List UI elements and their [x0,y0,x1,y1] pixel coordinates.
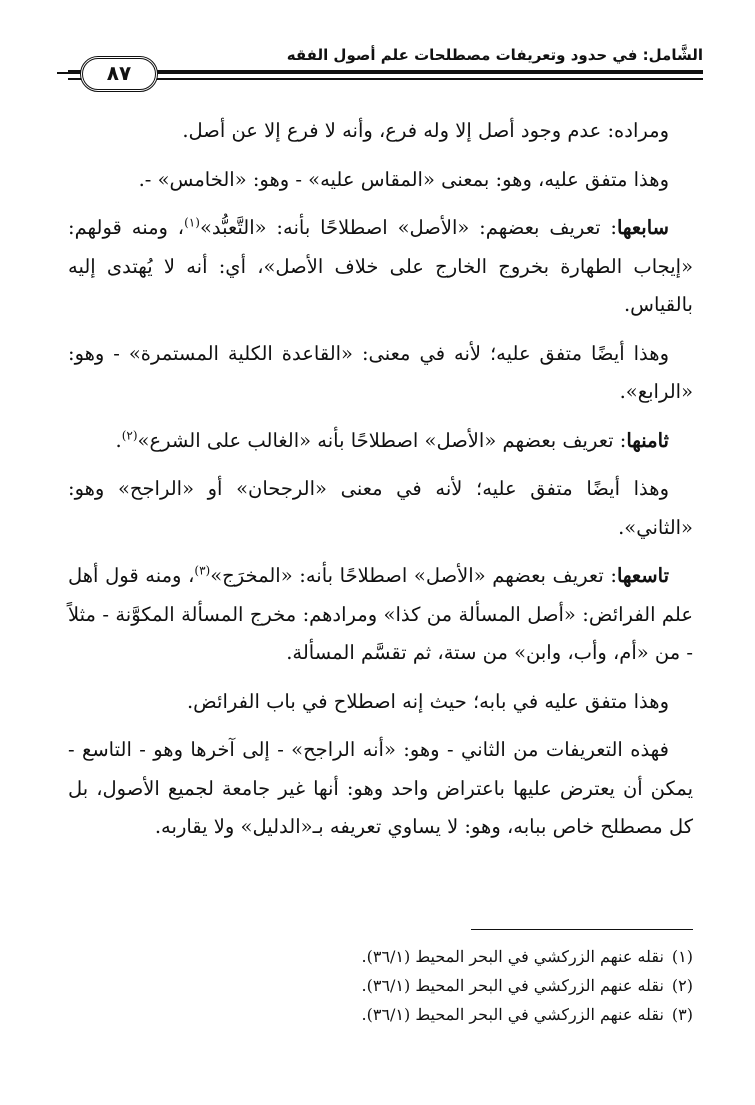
paragraph-tail: ، ومنه قولهم: «إيجاب الطهارة بخروج الخارج على خلاف الأصل»، أي: أنه لا يُهتدى إليه بالقياس. [68,216,693,316]
footnote [68,942,693,971]
paragraph [68,683,693,722]
paragraph-lead: سابعها [616,216,670,239]
paragraph-text: وهذا أيضًا متفق عليه؛ لأنه في معنى: «القاعدة الكلية المستمرة» - وهو: «الرابع». [68,341,693,403]
paragraph-lead: تاسعها [616,564,669,587]
paragraph [68,422,693,461]
paragraph-text: وهذا متفق عليه، وهو: بمعنى «المقاس عليه» - وهو: «الخامس» -. [138,167,669,191]
footnote-number: (٣) [671,1005,693,1024]
paragraph [68,209,693,325]
paragraph-text: وهذا متفق عليه في بابه؛ حيث إنه اصطلاح في باب الفرائض. [186,689,669,713]
paragraph [68,161,693,200]
paragraph [68,731,693,847]
page-number-frame [80,56,158,92]
footnote-separator [471,929,693,930]
paragraph-text: : تعريف بعضهم «الأصل» اصطلاحًا بأنه «الغالب على الشرع» [137,428,627,452]
page-header [68,40,703,100]
paragraph-text: ومراده: عدم وجود أصل إلا وله فرع، وأنه لا فرع إلا عن أصل. [182,119,669,142]
footnote [68,1000,693,1029]
paragraph [68,335,693,412]
paragraph-tail: ، ومنه قول أهل علم الفرائض: «أصل المسألة من كذا» ومرادهم: مخرج المسألة المكوَّنة - مثلاً - من «أم، وأب، وابن» من ستة، ثم تقسَّم المسألة. [68,564,693,664]
running-title: الشَّامل: في حدود وتعريفات مصطلحات علم أصول الفقه [286,46,703,64]
footnote-text: نقله عنهم الزركشي في البحر المحيط (٣٦/١). [361,947,664,966]
paragraph-lead: ثامنها [626,428,669,452]
paragraph-text: فهذه التعريفات من الثاني - وهو: «أنه الراجح» - إلى آخرها وهو - التاسع - يمكن أن يعترض عليها باعتراض واحد وهو: أنها غير جامعة لجميع الأصول، بل كل مصطلح خاص ببابه، وهو: لا يساوي تعريفه بـ«الدليل» ولا يقاربه. [68,738,693,838]
footnote-number: (١) [671,947,693,966]
paragraph-text: : تعريف بعضهم «الأصل» اصطلاحًا بأنه: «المخرَج» [210,564,617,587]
paragraph-tail: . [115,428,122,452]
header-rule-thin [68,78,703,80]
footnote [68,971,693,1000]
footnote-ref: (٢) [121,428,138,442]
footnote-number: (٢) [671,976,693,995]
footnote-ref: (٣) [194,563,211,578]
footnote-text: نقله عنهم الزركشي في البحر المحيط (٣٦/١). [361,1005,664,1024]
footnotes [68,942,693,1029]
main-text [68,112,693,857]
paragraph [68,112,693,151]
paragraph-text: وهذا أيضًا متفق عليه؛ لأنه في معنى «الرجحان» أو «الراجح» وهو: «الثاني». [68,477,693,539]
footnote-ref: (١) [184,215,200,230]
paragraph [68,557,693,673]
paragraph-text: : تعريف بعضهم: «الأصل» اصطلاحًا بأنه: «التَّعبُّد» [199,216,617,239]
footnote-text: نقله عنهم الزركشي في البحر المحيط (٣٦/١). [361,976,664,995]
page-number: ٨٧ [106,61,132,85]
paragraph [68,470,693,547]
